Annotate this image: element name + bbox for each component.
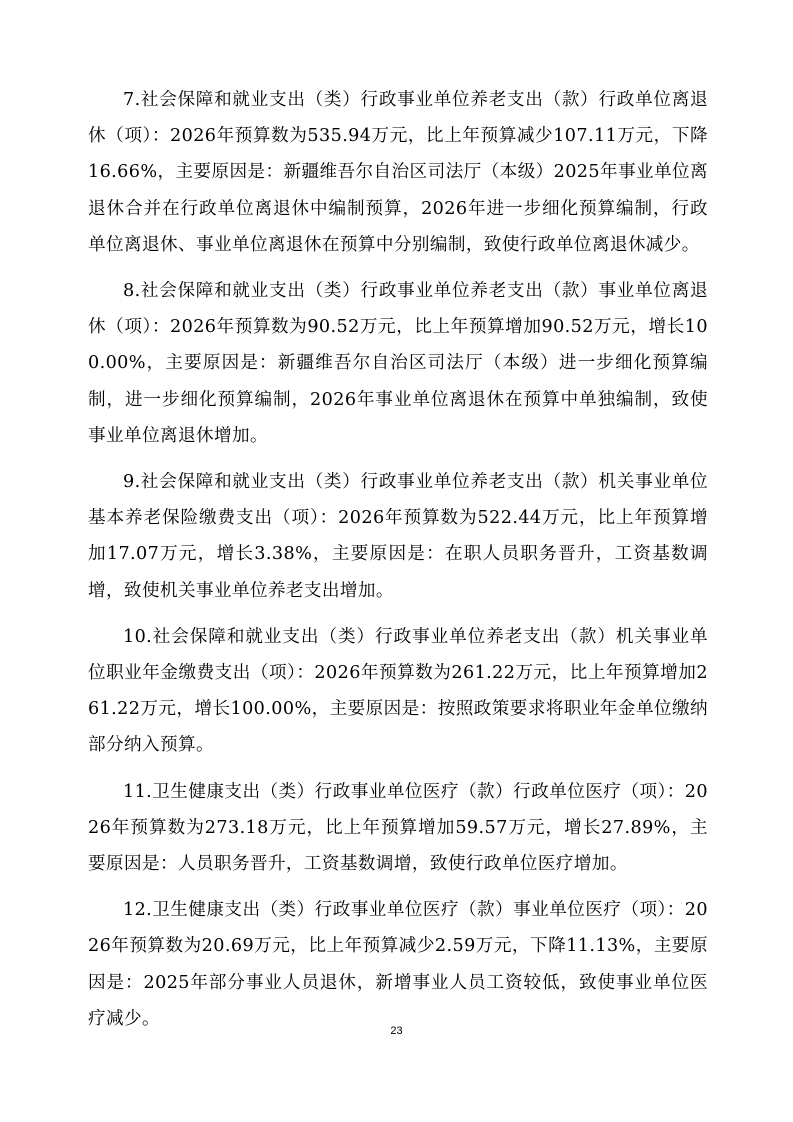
paragraph-item-12: 12.卫生健康支出（类）行政事业单位医疗（款）事业单位医疗（项）：2026年预算数为20.69万元，比上年预算减少2.59万元，下降11.13%，主要原因是：2025年部分事业人员退休，新增事业人员工资较低，致使事业单位医疗减少。	[88, 900, 708, 1029]
paragraph-item-10: 10.社会保障和就业支出（类）行政事业单位养老支出（款）机关事业单位职业年金缴费支出（项）：2026年预算数为261.22万元，比上年预算增加261.22万元，增长100.00%，主要原因是：按照政策要求将职业年金单位缴纳部分纳入预算。	[88, 626, 708, 756]
page-number: 23	[390, 1025, 403, 1037]
paragraph-item-9: 9.社会保障和就业支出（类）行政事业单位养老支出（款）机关事业单位基本养老保险缴费支出（项）：2026年预算数为522.44万元，比上年预算增加17.07万元，增长3.38%，主要原因是：在职人员职务晋升，工资基数调增，致使机关事业单位养老支出增加。	[88, 472, 708, 601]
paragraph-item-11: 11.卫生健康支出（类）行政事业单位医疗（款）行政单位医疗（项）：2026年预算数为273.18万元，比上年预算增加59.57万元，增长27.89%，主要原因是：人员职务晋升，工资基数调增，致使行政单位医疗增加。	[88, 781, 708, 875]
paragraph-item-8: 8.社会保障和就业支出（类）行政事业单位养老支出（款）事业单位离退休（项）：2026年预算数为90.52万元，比上年预算增加90.52万元，增长100.00%，主要原因是：新疆维吾尔自治区司法厅（本级）进一步细化预算编制，进一步细化预算编制，2026年事业单位离退休在预算中单独编制，致使事业单位离退休增加。	[88, 281, 708, 446]
document-body	[88, 82, 708, 1047]
paragraph-item-7: 7.社会保障和就业支出（类）行政事业单位养老支出（款）行政单位离退休（项）：2026年预算数为535.94万元，比上年预算减少107.11万元，下降16.66%，主要原因是：新疆维吾尔自治区司法厅（本级）2025年事业单位离退休合并在行政单位离退休中编制预算，2026年进一步细化预算编制，行政单位离退休、事业单位离退休在预算中分别编制，致使行政单位离退休减少。	[88, 90, 708, 255]
